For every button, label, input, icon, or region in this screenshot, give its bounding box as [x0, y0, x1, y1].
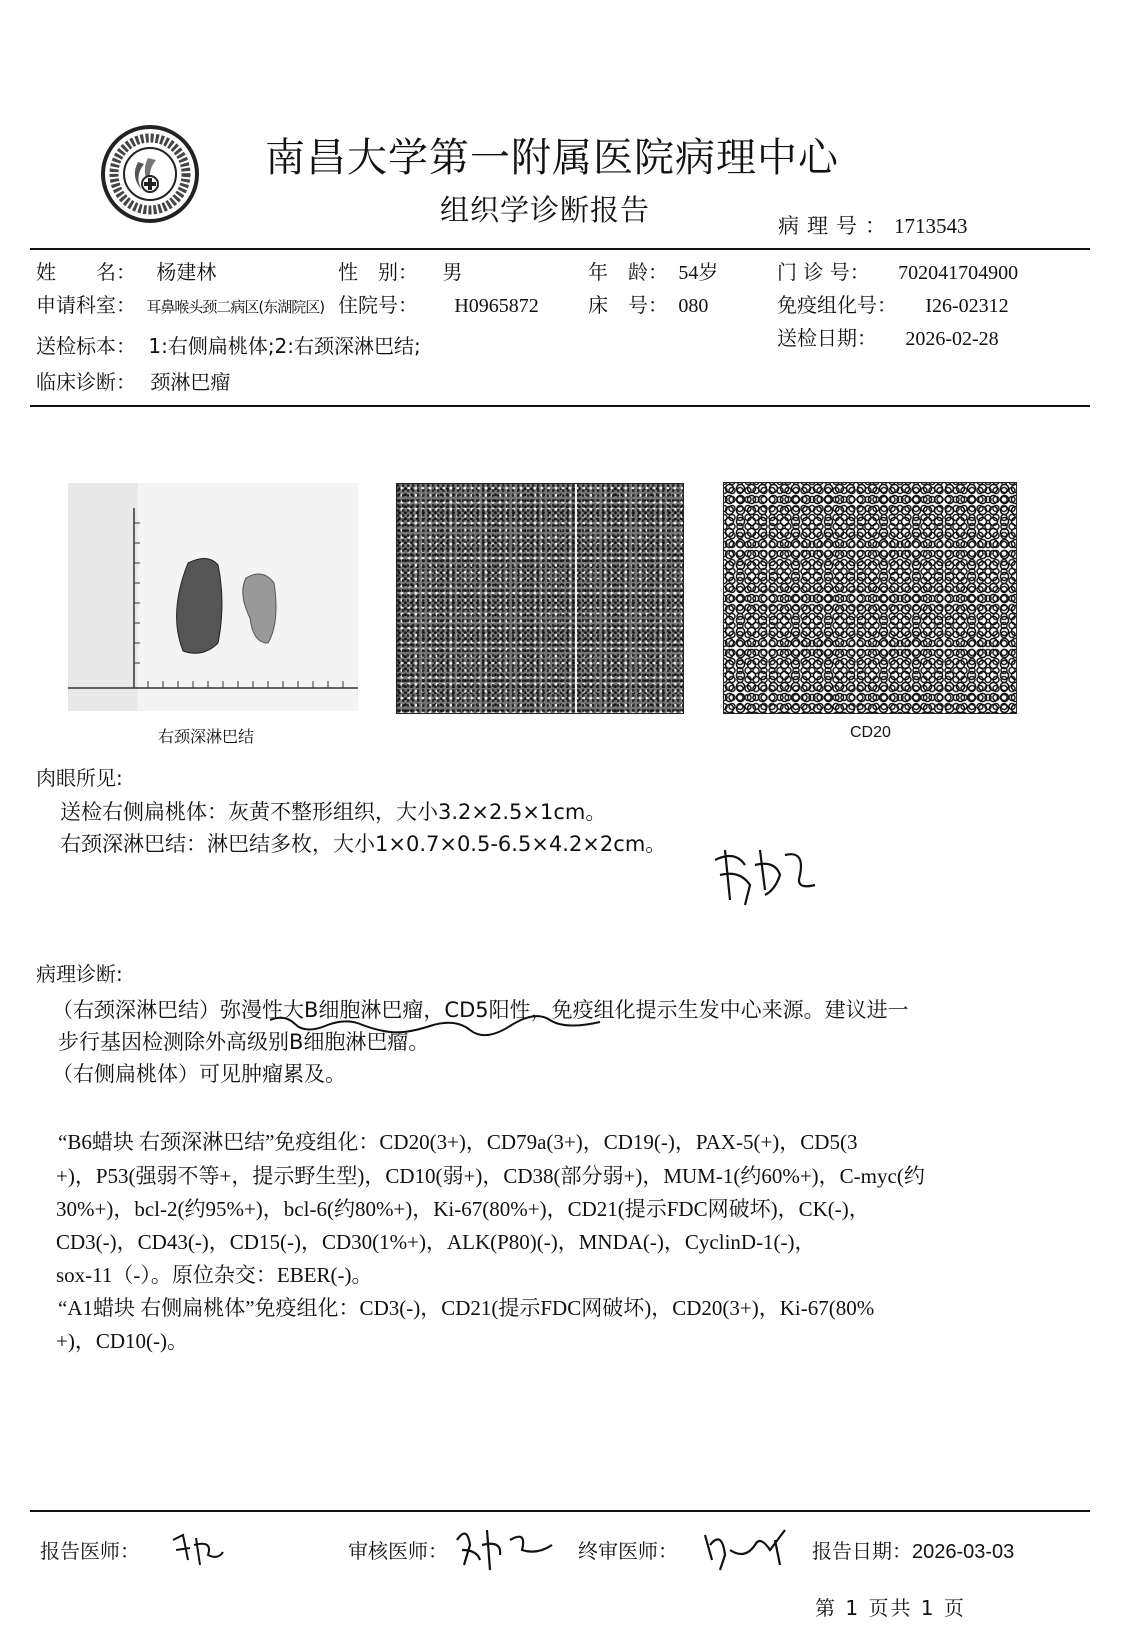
submit-date-value: 2026-02-28	[905, 328, 999, 350]
name-value: 杨建林	[156, 260, 217, 284]
footer-divider	[30, 1510, 1090, 1512]
field-name	[36, 256, 216, 285]
handwritten-underline	[270, 1012, 610, 1046]
diagnosis-line: （右颈深淋巴结）弥漫性大B细胞淋巴瘤，CD5阳性，免疫组化提示生发中心来源。建议进一	[52, 998, 909, 1022]
clinical-dx-label: 临床诊断：	[36, 370, 136, 394]
report-date-label: 报告日期：	[812, 1539, 912, 1563]
info-divider	[30, 405, 1090, 407]
cd20-photo-caption: CD20	[850, 724, 891, 741]
bed-label: 床 号：	[588, 293, 668, 317]
header-divider	[30, 248, 1090, 250]
ihc-line: +)，CD10(-)。	[56, 1329, 188, 1353]
pathology-number-value: 1713543	[894, 214, 968, 238]
reviewer-label: 审核医师：	[348, 1539, 448, 1563]
reporter-label: 报告医师：	[40, 1539, 140, 1563]
report-date	[812, 1535, 1014, 1564]
field-specimen	[36, 330, 421, 359]
diagnosis-line: 步行基因检测除外高级别B细胞淋巴瘤。	[58, 1030, 430, 1054]
page-indicator: 第 1 页共 1 页	[815, 1596, 966, 1620]
gross-line: 右颈深淋巴结：淋巴结多枚，大小1×0.7×0.5-6.5×4.2×2cm。	[60, 832, 667, 856]
field-ihc-no	[777, 289, 1009, 318]
inpatient-label: 住院号：	[338, 293, 418, 317]
ihc-no-value: I26-02312	[925, 295, 1009, 317]
ihc-no-label: 免疫组化号：	[777, 293, 897, 317]
outpatient-value: 702041704900	[898, 262, 1019, 284]
diagnosis-line: （右侧扁桃体）可见肿瘤累及。	[52, 1062, 346, 1086]
ihc-line: 30%+)，bcl-2(约95%+)，bcl-6(约80%+)，Ki-67(80%+)，CD21(提示FDC网破坏)，CK(-)，	[56, 1197, 870, 1221]
age-label: 年 龄：	[588, 260, 668, 284]
inpatient-value: H0965872	[454, 295, 539, 317]
pathology-number	[778, 210, 968, 240]
pathology-number-label: 病理号：	[778, 214, 894, 238]
name-label: 姓 名：	[36, 260, 136, 284]
report-title: 组织学诊断报告	[440, 193, 651, 227]
diagnosis-title: 病理诊断:	[36, 962, 123, 986]
hospital-logo	[100, 122, 200, 226]
report-date-value: 2026-03-03	[912, 1541, 1015, 1563]
field-outpatient-no	[777, 256, 1018, 285]
gross-line: 送检右侧扁桃体：灰黄不整形组织，大小3.2×2.5×1cm。	[60, 800, 607, 824]
ihc-line: +)，P53(强弱不等+，提示野生型)，CD10(弱+)，CD38(部分弱+)，MUM-1(约60%+)，C-myc(约	[56, 1164, 925, 1188]
field-inpatient-no	[338, 289, 539, 318]
dept-label: 申请科室：	[36, 293, 136, 317]
field-clinical-dx	[36, 366, 230, 395]
final-reviewer-signature	[700, 1520, 800, 1579]
gross-photo-caption: 右颈深淋巴结	[158, 727, 255, 746]
dept-value: 耳鼻喉头颈二病区(东湖院区)	[146, 298, 325, 316]
gross-title: 肉眼所见:	[36, 766, 123, 790]
submit-date-label: 送检日期：	[777, 326, 877, 350]
gross-specimen-photo	[68, 483, 358, 711]
specimen-value: 1:右侧扁桃体;2:右颈深淋巴结;	[148, 334, 421, 358]
field-submit-date	[777, 322, 999, 351]
ihc-line: CD3(-)，CD43(-)，CD15(-)，CD30(1%+)，ALK(P80)(-)，MNDA(-)，CyclinD-1(-)，	[56, 1230, 816, 1254]
hospital-seal-icon	[100, 122, 200, 226]
field-bed-no	[588, 289, 708, 318]
hospital-title: 南昌大学第一附属医院病理中心	[265, 135, 839, 181]
he-histology-photo	[396, 483, 684, 714]
reporter-signature	[168, 1530, 228, 1574]
gross-signature	[705, 830, 825, 914]
ihc-line: sox-11（-）。原位杂交：EBER(-)。	[56, 1263, 373, 1287]
cd20-ihc-photo	[723, 482, 1017, 714]
ihc-line: “B6蜡块 右颈深淋巴结”免疫组化：CD20(3+)，CD79a(3+)，CD19(-)，PAX-5(+)，CD5(3	[58, 1130, 858, 1154]
field-age	[588, 256, 718, 285]
clinical-dx-value: 颈淋巴瘤	[150, 370, 231, 394]
gender-label: 性 别：	[338, 260, 418, 284]
ihc-line: “A1蜡块 右侧扁桃体”免疫组化：CD3(-)，CD21(提示FDC网破坏)，CD20(3+)，Ki-67(80%	[58, 1296, 875, 1320]
outpatient-label: 门 诊 号：	[777, 260, 870, 284]
specimen-label: 送检标本：	[36, 334, 136, 358]
age-value: 54岁	[678, 262, 719, 284]
reviewer-signature	[452, 1520, 562, 1579]
final-reviewer-label: 终审医师：	[578, 1539, 678, 1563]
field-dept	[36, 289, 324, 318]
bed-value: 080	[678, 295, 709, 317]
gender-value: 男	[442, 260, 463, 284]
field-gender	[338, 256, 462, 285]
